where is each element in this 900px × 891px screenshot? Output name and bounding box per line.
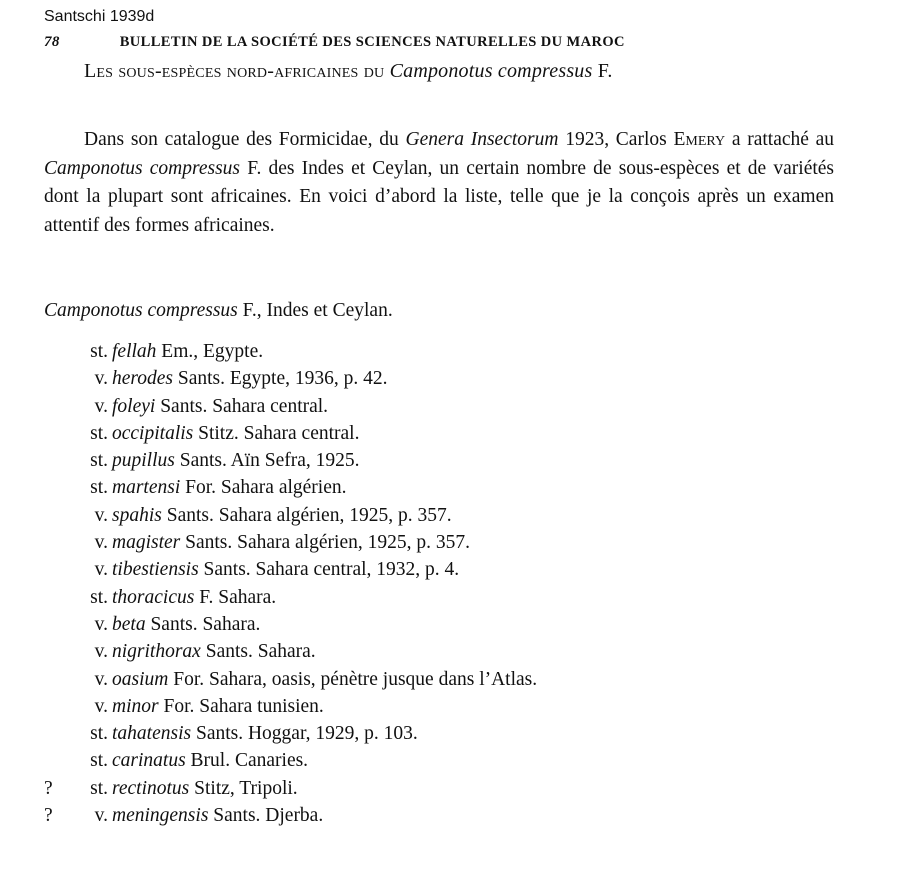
taxon-name: magister bbox=[112, 532, 181, 554]
taxon-rank: v. bbox=[94, 613, 108, 635]
para-text-3: a rattaché au bbox=[731, 129, 835, 150]
species-heading bbox=[44, 300, 393, 322]
taxon-details: Sants. Sahara algérien, 1925, p. 357. bbox=[166, 504, 452, 526]
intro-paragraph bbox=[44, 126, 834, 240]
taxon-name: foleyi bbox=[112, 395, 156, 417]
taxon-details: Sants. Djerba. bbox=[213, 805, 324, 827]
para-text-1: Dans son catalogue des Formicidae, du bbox=[84, 129, 399, 150]
taxon-details: For. Sahara algérien. bbox=[185, 477, 347, 499]
title-suffix: F. bbox=[597, 60, 613, 82]
taxon-name: occipitalis bbox=[112, 422, 194, 444]
taxon-name: nigrithorax bbox=[112, 641, 201, 663]
taxon-name: martensi bbox=[112, 477, 181, 499]
taxon-details: For. Sahara, oasis, pénètre jusque dans l’Atlas. bbox=[173, 668, 538, 690]
taxon-details: Stitz. Sahara central. bbox=[198, 422, 360, 444]
list-item bbox=[44, 529, 844, 556]
taxon-rank: st. bbox=[90, 723, 108, 745]
taxon-name: thoracicus bbox=[112, 586, 195, 608]
article-title bbox=[84, 60, 864, 83]
list-item bbox=[44, 338, 844, 365]
source-note: Santschi 1939d bbox=[44, 8, 155, 25]
taxon-rank: st. bbox=[90, 586, 108, 608]
taxon-rank: st. bbox=[90, 777, 108, 799]
taxon-details: Stitz, Tripoli. bbox=[194, 777, 298, 799]
taxon-rank: st. bbox=[90, 422, 108, 444]
species-heading-rest: F., Indes et Ceylan. bbox=[242, 300, 393, 321]
taxon-details: Sants. Egypte, 1936, p. 42. bbox=[177, 368, 388, 390]
taxon-rank: v. bbox=[94, 641, 108, 663]
taxon-name: fellah bbox=[112, 341, 157, 362]
list-item bbox=[44, 666, 844, 693]
taxon-details: Sants. Hoggar, 1929, p. 103. bbox=[195, 723, 418, 745]
taxon-name: spahis bbox=[112, 504, 162, 526]
list-item bbox=[44, 502, 844, 529]
species-heading-name: Camponotus compressus bbox=[44, 300, 238, 321]
taxon-rank: st. bbox=[90, 450, 108, 472]
taxon-rank: st. bbox=[90, 750, 108, 772]
list-item bbox=[44, 556, 844, 583]
list-item bbox=[44, 720, 844, 747]
taxon-details: Sants. Sahara algérien, 1925, p. 357. bbox=[185, 532, 470, 554]
taxon-name: beta bbox=[112, 613, 146, 635]
subspecies-list bbox=[44, 338, 844, 829]
list-item bbox=[44, 638, 844, 665]
taxon-rank: v. bbox=[94, 559, 108, 581]
taxon-rank: v. bbox=[94, 532, 108, 554]
list-item bbox=[44, 474, 844, 501]
taxon-details: F. Sahara. bbox=[199, 586, 277, 608]
list-item bbox=[44, 420, 844, 447]
taxon-name: oasium bbox=[112, 668, 169, 690]
taxon-rank: v. bbox=[94, 668, 108, 690]
taxon-details: Sants. Aïn Sefra, 1925. bbox=[179, 450, 360, 472]
list-item bbox=[44, 693, 844, 720]
list-item bbox=[44, 611, 844, 638]
journal-title: BULLETIN DE LA SOCIÉTÉ DES SCIENCES NATURELLES DU MAROC bbox=[119, 34, 625, 50]
para-text-2: 1923, Carlos bbox=[565, 129, 667, 150]
list-item bbox=[44, 447, 844, 474]
taxon-rank: v. bbox=[94, 504, 108, 526]
para-species: Camponotus compressus bbox=[44, 157, 241, 179]
taxon-name: meningensis bbox=[112, 805, 209, 827]
list-item bbox=[44, 393, 844, 420]
taxon-name: tahatensis bbox=[112, 723, 192, 745]
title-prefix: Les sous-espèces nord-africaines du bbox=[84, 60, 385, 82]
para-author: Emery bbox=[673, 129, 726, 150]
para-work-title: Genera Insectorum bbox=[405, 129, 559, 150]
taxon-details: Em., Egypte. bbox=[161, 341, 264, 362]
taxon-rank: st. bbox=[90, 477, 108, 499]
taxon-details: Sants. Sahara central. bbox=[160, 395, 329, 417]
taxon-name: tibestiensis bbox=[112, 559, 199, 581]
taxon-name: carinatus bbox=[112, 750, 186, 772]
taxon-rank: st. bbox=[90, 341, 108, 362]
running-header bbox=[44, 34, 844, 51]
taxon-name: herodes bbox=[112, 368, 174, 390]
title-species: Camponotus compressus bbox=[389, 60, 593, 82]
taxon-name: pupillus bbox=[112, 450, 175, 472]
list-item bbox=[44, 584, 844, 611]
list-item bbox=[44, 802, 844, 829]
list-item bbox=[44, 747, 844, 774]
taxon-rank: v. bbox=[94, 695, 108, 717]
taxon-name: rectinotus bbox=[112, 777, 190, 799]
taxon-rank: v. bbox=[94, 805, 108, 827]
taxon-rank: v. bbox=[94, 368, 108, 390]
taxon-rank: v. bbox=[94, 395, 108, 417]
uncertain-marker: ? bbox=[44, 805, 53, 827]
list-item bbox=[44, 775, 844, 802]
taxon-details: Sants. Sahara. bbox=[205, 641, 316, 663]
taxon-details: Sants. Sahara. bbox=[150, 613, 261, 635]
uncertain-marker: ? bbox=[44, 777, 53, 799]
taxon-name: minor bbox=[112, 695, 159, 717]
taxon-details: Sants. Sahara central, 1932, p. 4. bbox=[203, 559, 460, 581]
list-item bbox=[44, 365, 844, 392]
taxon-details: Brul. Canaries. bbox=[190, 750, 309, 772]
para-text-4: F. des Indes et Ceylan, un certain nombre de sous-espèces et de variétés dont la plupart sont africaines. En voici d’abord la liste, telle que je la conçois après un examen attentif des formes africaines. bbox=[44, 157, 835, 236]
taxon-details: For. Sahara tunisien. bbox=[163, 695, 324, 717]
page-number: 78 bbox=[44, 34, 60, 50]
